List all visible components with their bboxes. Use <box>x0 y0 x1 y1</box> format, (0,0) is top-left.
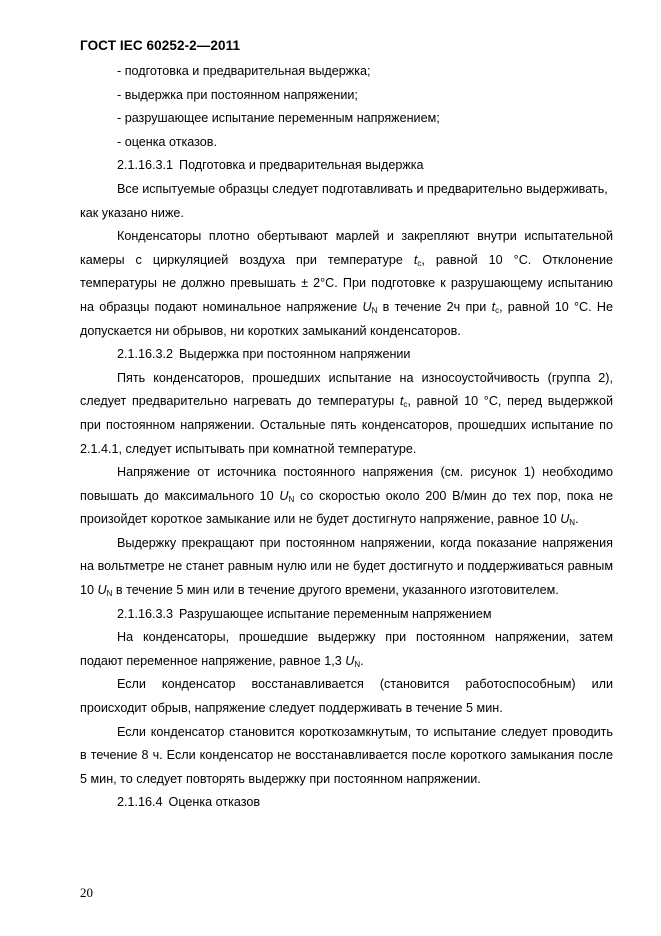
paragraph <box>80 367 613 461</box>
text-run: Конденсаторы плотно обертывают марлей и закрепляют внутри испытательной камеры с циркуляцией воздуха при температуре <box>80 229 613 267</box>
paragraph: Если конденсатор становится короткозамкнутым, то испытание следует проводить в течение 8 ч. Если конденсатор не восстанавливается после короткого замыкания после 5 мин, то следует повторять выдержку при постоянном напряжении. <box>80 724 613 786</box>
paragraph <box>80 461 613 532</box>
list-item: - оценка отказов. <box>117 134 217 149</box>
text-run: . <box>360 653 364 668</box>
section-number: 2.1.16.3.1 <box>117 158 174 173</box>
document-header: ГОСТ IEC 60252-2—2011 <box>80 38 241 53</box>
symbol-t: t <box>399 394 404 409</box>
text-run: Напряжение от источника постоянного напряжения (см. рисунок 1) необходимо повышать до максимального 10 <box>80 465 613 503</box>
subscript-c: c <box>417 258 422 268</box>
symbol-t: t <box>413 252 418 267</box>
section-heading <box>80 343 613 367</box>
subscript-c: c <box>403 400 408 410</box>
section-heading <box>80 603 613 627</box>
list-item: - выдержка при постоянном напряжении; <box>117 87 358 102</box>
subscript-n: N <box>354 659 361 669</box>
subscript-n: N <box>288 494 295 504</box>
paragraph: Все испытуемые образцы следует подготавливать и предварительно выдерживать, как указано ниже. <box>80 181 608 220</box>
paragraph: Если конденсатор восстанавливается (становится работоспособным) или происходит обрыв, напряжение следует поддерживать в течение 5 мин. <box>80 677 613 716</box>
document-body <box>80 60 613 815</box>
paragraph <box>80 626 613 673</box>
text-run: , равной 10 °С, перед выдержкой при постоянном напряжении. Остальные пять конденсаторов, прошедших испытание по 2.1.4.1, следует испытывать при комнатной температуре. <box>80 394 613 456</box>
page-number: 20 <box>80 885 93 900</box>
section-title: Подготовка и предварительная выдержка <box>179 158 424 173</box>
subscript-n: N <box>569 518 576 528</box>
text-run: Выдержку прекращают при постоянном напряжении, когда показание напряжения на вольтметре не станет равным нулю или не будет достигнуто и поддерживаться равным 10 <box>80 535 613 598</box>
paragraph <box>80 225 613 343</box>
text-run: со скоростью около 200 В/мин до тех пор, пока не произойдет короткое замыкание или не будет достигнуто напряжение, равное 10 <box>80 488 613 527</box>
text-run: Пять конденсаторов, прошедших испытание на износоустойчивость (группа 2), следует предварительно нагревать до температуры <box>80 370 613 409</box>
section-title: Выдержка при постоянном напряжении <box>179 347 411 362</box>
subscript-n: N <box>106 589 113 599</box>
symbol-u: U <box>362 299 372 314</box>
list-item: - разрушающее испытание переменным напряжением; <box>117 111 440 126</box>
text-run: в течение 5 мин или в течение другого времени, указанного изготовителем. <box>112 583 559 598</box>
symbol-t: t <box>491 299 496 314</box>
symbol-u: U <box>560 512 570 527</box>
subscript-n: N <box>371 305 378 315</box>
text-run: , равной 10 °С. Не допускается ни обрывов, ни коротких замыканий конденсаторов. <box>80 299 613 338</box>
symbol-u: U <box>279 488 289 503</box>
section-title: Разрушающее испытание переменным напряжением <box>179 606 492 621</box>
text-run: . <box>575 512 579 527</box>
section-heading <box>80 154 613 178</box>
symbol-u: U <box>345 653 355 668</box>
paragraph <box>80 532 613 603</box>
section-title: Оценка отказов <box>168 795 261 810</box>
text-run: На конденсаторы, прошедшие выдержку при постоянном напряжении, затем подают переменное напряжение, равное 1,3 <box>80 630 613 668</box>
section-heading <box>80 791 613 815</box>
subscript-c: c <box>495 305 500 315</box>
text-run: в течение 2ч при <box>377 299 492 314</box>
section-number: 2.1.16.3.2 <box>117 347 174 362</box>
text-run: , равной 10 °С. Отклонение температуры не должно превышать ± 2°С. При подготовке к разрушающему испытанию на образцы подают номинальное напряжение <box>80 252 613 314</box>
section-number: 2.1.16.4 <box>117 795 163 810</box>
section-number: 2.1.16.3.3 <box>117 606 174 621</box>
symbol-u: U <box>97 583 107 598</box>
list-item: - подготовка и предварительная выдержка; <box>117 64 371 78</box>
